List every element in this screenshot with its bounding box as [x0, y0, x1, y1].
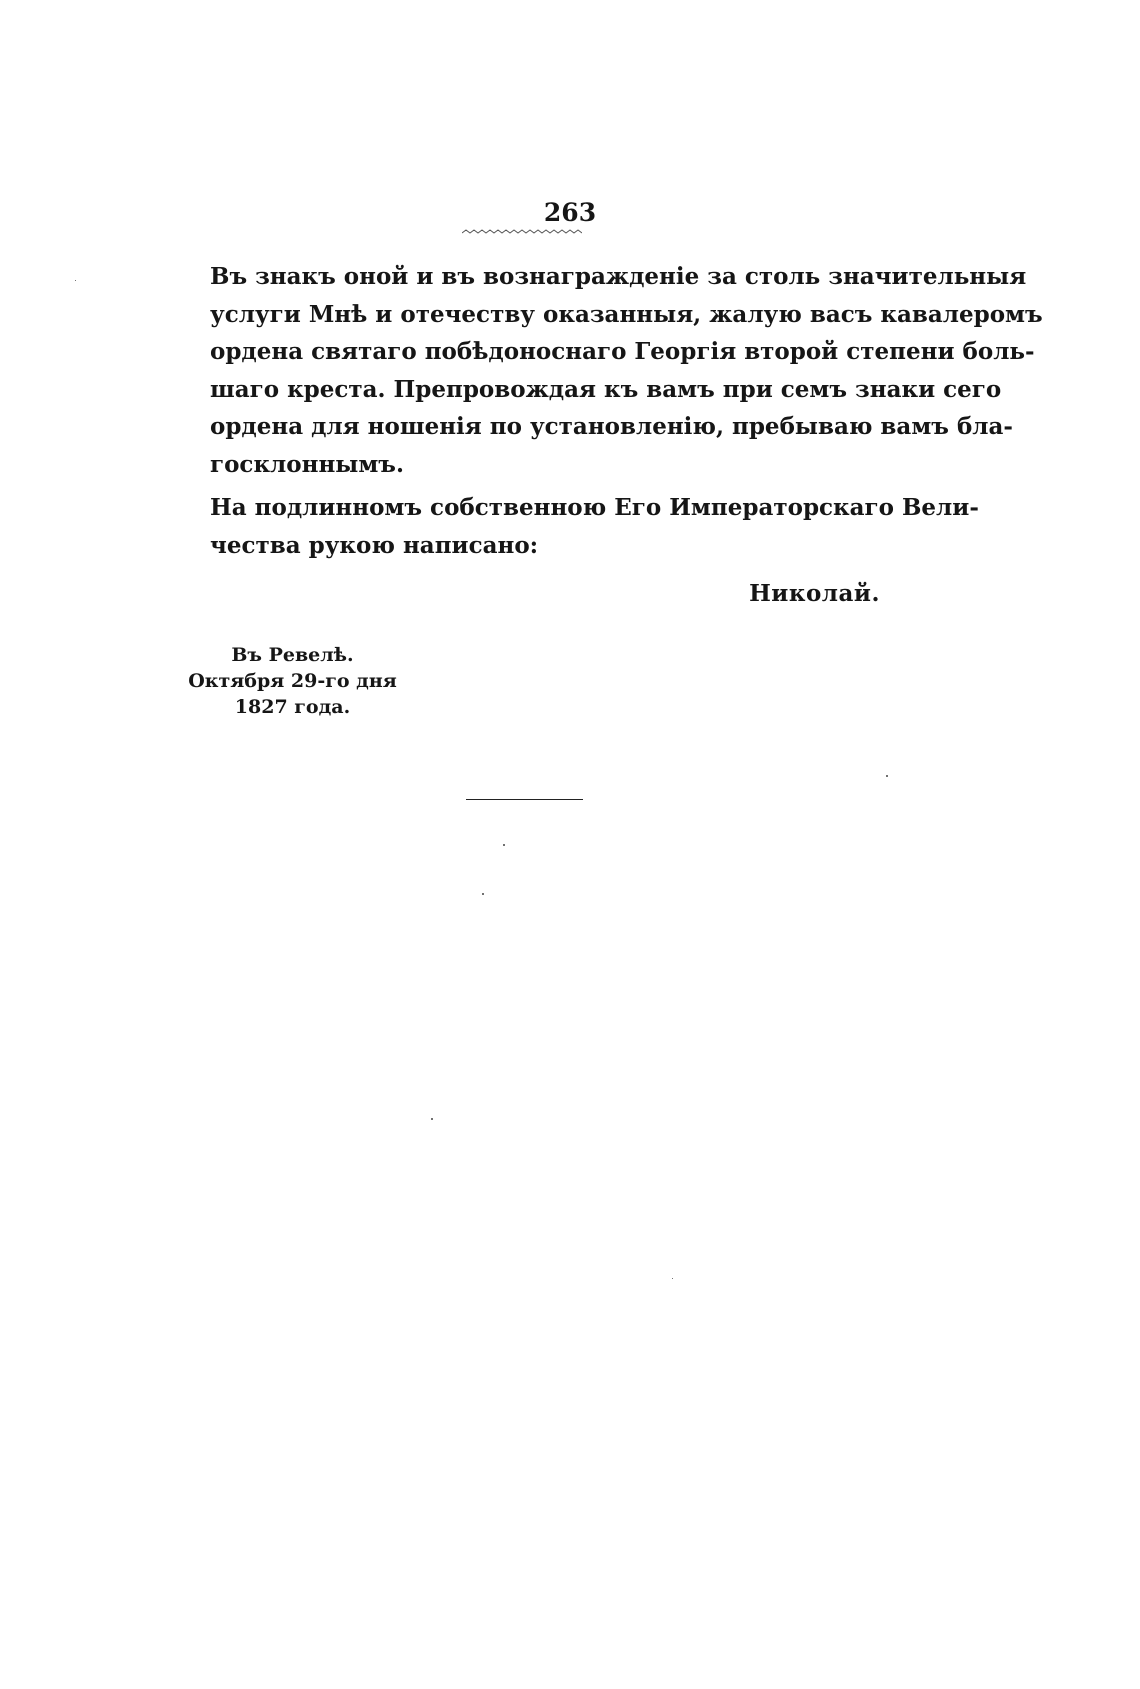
date: Октября 29-го дня — [188, 670, 397, 692]
end-rule — [466, 799, 583, 800]
signature: Николай. — [749, 580, 880, 607]
ornament-divider — [462, 228, 582, 236]
paper-speck — [75, 280, 76, 281]
place-date — [180, 642, 405, 720]
text-line: ордена для ношенія по установленію, пребываю вамъ бла- — [210, 413, 1013, 440]
paper-speck — [503, 844, 505, 846]
body-text — [210, 258, 1043, 564]
paper-speck — [482, 893, 484, 895]
paper-speck — [431, 1118, 433, 1120]
text-line: ордена святаго побѣдоноснаго Георгія второй степени боль- — [210, 338, 1035, 365]
year: 1827 года. — [234, 696, 351, 718]
page-number: 263 — [543, 198, 597, 227]
paragraph — [210, 489, 979, 564]
text-line: услуги Мнѣ и отечеству оказанныя, жалую васъ кавалеромъ — [210, 300, 1043, 328]
text-line: Въ знакъ оной и въ вознагражденіе за столь значительныя — [210, 263, 1027, 290]
text-line: чества рукою написано: — [210, 531, 539, 559]
paragraph — [210, 258, 1043, 483]
text-line: На подлинномъ собственною Его Императорскаго Вели- — [210, 494, 979, 521]
text-line: госклоннымъ. — [210, 450, 404, 478]
paper-speck — [886, 775, 888, 777]
paper-speck — [672, 1278, 673, 1279]
place: Въ Ревелѣ. — [231, 644, 354, 666]
text-line: шаго креста. Препровождая къ вамъ при семъ знаки сего — [210, 375, 1002, 403]
